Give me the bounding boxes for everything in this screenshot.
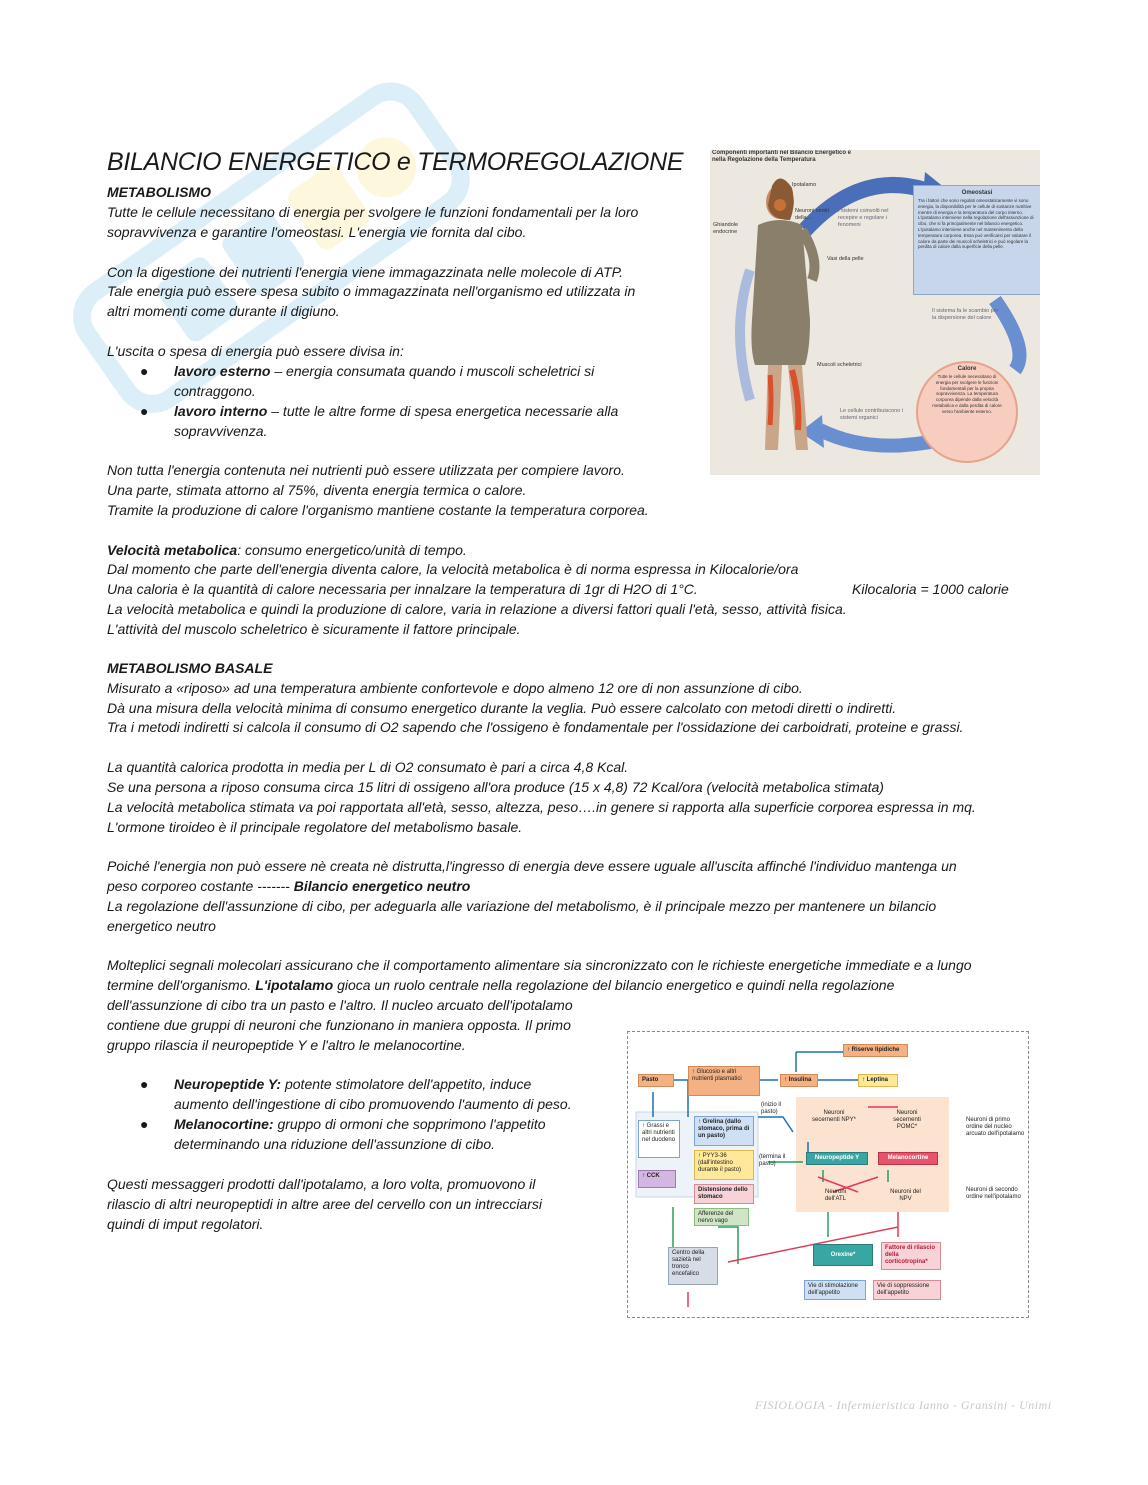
kcal-note: Kilocaloria = 1000 calorie — [852, 581, 1009, 597]
label-muscoli: Muscoli scheletrici — [817, 362, 862, 368]
node-vie-soppressione: Vie di soppressione dell'appetito — [873, 1280, 941, 1300]
bullet-text: – tutte le altre forme di spesa energetica necessarie alla — [267, 403, 619, 419]
calore-text: Tutte le cellule necessitano di energia per svolgere le funzioni fondamentali per la propria sopravvivenza. La temperatura corporea dipende dalla velocità metabolica e dalla perdita di calore verso l'ambiente esterno. — [932, 374, 1002, 414]
omeostasi-title: Omeostasi — [961, 190, 993, 196]
text-line: Questi messaggeri prodotti dall'ipotalamo, a loro volta, promuovono il — [107, 1176, 536, 1192]
section-heading-metabolismo: METABOLISMO — [107, 184, 211, 200]
page-title: BILANCIO ENERGETICO e TERMOREGOLAZIONE — [107, 148, 684, 176]
bullet-text-cont: determinando una riduzione dell'assunzione di cibo. — [174, 1136, 495, 1152]
node-glucosio: ↑ Glucosio e altri nutrienti plasmatici — [688, 1066, 760, 1096]
bullet-term: Melanocortine: — [174, 1116, 274, 1132]
note-termina: (termina il pasto) — [759, 1154, 786, 1167]
calore-title: Calore — [957, 366, 977, 372]
node-pyy: ↑ PYY3-36 (dall'intestino durante il pasto) — [694, 1150, 754, 1180]
label-ipotalamo: Ipotalamo — [792, 182, 817, 188]
bullet-dot: ● — [140, 1116, 149, 1132]
bullet-text: potente stimolatore dell'appetito, induce — [281, 1076, 532, 1092]
omeostasi-text: Tra i fattori che sono regolati omeostaticamente vi sono energia, la disponibilità per le cellule di sostanze nutritive mentre di energia e la temperatura del corpo interno. L'ipotalamo interviene nella regolazione dell'assunzione di cibo, che si fa principalmente nel bilancio energetico. L'ipotalamo interviene anche nel mantenimento della temperatura corporea. Essa può verificarsi per valutare il calore da parte dei muscoli scheletrici e può regolare la perdita di calore dalla superficie della pelle. — [918, 198, 1034, 250]
label-ghiandole: Ghiandole endocrine — [713, 222, 739, 235]
label-neuroni-primo-ordine: Neuroni di primo ordine del nucleo arcuato dell'ipotalamo — [966, 1117, 1025, 1137]
velocita-definition — [107, 540, 467, 560]
text-line: sopravvivenza e garantire l'omeostasi. L'energia vie fornita dal cibo. — [107, 224, 527, 240]
text-line: Se una persona a riposo consuma circa 15 litri di ossigeno all'ora produce (15 x 4,8) 72 Kcal/ora (velocità metabolica stimata) — [107, 779, 884, 795]
velocita-term: Velocità metabolica — [107, 542, 238, 558]
brain-highlight — [774, 199, 786, 211]
text-line: Con la digestione dei nutrienti l'energia viene immagazzinata nelle molecole di ATP. — [107, 264, 624, 280]
text-line: Misurato a «riposo» ad una temperatura ambiente confortevole e dopo almeno 12 ore di non assunzione di cibo. — [107, 680, 803, 696]
text-line: Dà una misura della velocità minima di consumo energetico durante la veglia. Può essere calcolato con metodi diretti o indiretti. — [107, 700, 897, 716]
text-line: L'attività del muscolo scheletrico è sicuramente il fattore principale. — [107, 621, 521, 637]
label-sistemi: I sistemi coinvolti nel recepire e regolare i fenomeni — [838, 208, 889, 228]
body-shape — [751, 220, 810, 365]
node-orexine: Orexine* — [813, 1244, 873, 1266]
node-leptina: ↑ Leptina — [858, 1074, 898, 1087]
text-line: La velocità metabolica e quindi la produzione di calore, varia in relazione a diversi fattori quali l'età, sesso, attività fisica. — [107, 601, 847, 617]
omeostasi-box — [913, 185, 1040, 295]
text-line: L'uscita o spesa di energia può essere divisa in: — [107, 343, 404, 359]
text-line — [107, 876, 470, 896]
connector — [758, 1117, 793, 1132]
bullet-dot: ● — [140, 363, 149, 379]
node-melanocortine: Melanocortine — [878, 1152, 938, 1165]
node-grassi: ↑ Grassi e altri nutrienti nel duodeno — [638, 1120, 680, 1158]
text-line: Dal momento che parte dell'energia diventa calore, la velocità metabolica è di norma espressa in Kilocalorie/ora — [107, 561, 799, 577]
label-sistema-calore: Il sistema fa le scambio per la dispersione del calore — [932, 308, 999, 321]
text-line: La velocità metabolica stimata va poi rapportata all'età, sesso, altezza, peso….in genere si rapporta alla superficie corporea espressa in mq. — [107, 799, 976, 815]
label-neuroni-secondo-ordine: Neuroni di secondo ordine nell'ipotalamo — [966, 1187, 1021, 1200]
text-line: Tramite la produzione di calore l'organismo mantiene costante la temperatura corporea. — [107, 502, 649, 518]
text-span: termine dell'organismo. — [107, 977, 256, 993]
text-line: dell'assunzione di cibo tra un pasto e l'altro. Il nucleo arcuato dell'ipotalamo — [107, 997, 573, 1013]
bullet-term: lavoro esterno — [174, 363, 271, 379]
bullet-text-cont: contraggono. — [174, 383, 256, 399]
bullet-text: – energia consumata quando i muscoli scheletrici si — [270, 363, 595, 379]
node-distensione: Distensione dello stomaco — [694, 1184, 754, 1204]
leg-left — [765, 365, 782, 450]
node-neuropeptide-y: Neuropeptide Y — [806, 1152, 868, 1165]
figure-energy-balance — [710, 150, 1040, 475]
text-line: energetico neutro — [107, 918, 216, 934]
text-line: Tra i metodi indiretti si calcola il consumo di O2 sapendo che l'ossigeno è fondamentale per l'ossidazione dei carboidrati, proteine e grassi. — [107, 719, 964, 735]
velocita-def: : consumo energetico/unità di tempo. — [237, 542, 467, 558]
text-line: gruppo rilascia il neuropeptide Y e l'altro le melanocortine. — [107, 1037, 466, 1053]
text-line: Non tutta l'energia contenuta nei nutrienti può essere utilizzata per compiere lavoro. — [107, 462, 625, 478]
text-line: La regolazione dell'assunzione di cibo, per adeguarla alle variazione del metabolismo, è il principale mezzo per mantenere un bilancio — [107, 898, 937, 914]
text-line: Una parte, stimata attorno al 75%, diventa energia termica o calore. — [107, 482, 527, 498]
muscle-highlight — [770, 375, 771, 425]
node-fattore-rilascio: Fattore di rilascio della corticotropina* — [881, 1242, 941, 1270]
bullet-text: gruppo di ormoni che sopprimono l'appetito — [273, 1116, 546, 1132]
node-cck: ↑ CCK — [638, 1170, 676, 1188]
label-vasi: Vasi della pelle — [827, 256, 864, 262]
section-heading-basale: METABOLISMO BASALE — [107, 660, 273, 676]
text-line: contiene due gruppi di neuroni che funzionano in maniera opposta. Il primo — [107, 1017, 571, 1033]
watermark-logo — [40, 30, 520, 490]
node-neuroni-pomc: Neuroni secernenti POMC* — [893, 1110, 921, 1130]
node-neuroni-npy: Neuroni secernenti NPY* — [811, 1110, 857, 1123]
bullet-term: Neuropeptide Y: — [174, 1076, 282, 1092]
bullet-item — [174, 1074, 531, 1094]
figure-appetite-regulation — [627, 1031, 1029, 1318]
node-grelina: ↑ Grelina (dallo stomaco, prima di un pasto) — [694, 1116, 754, 1146]
node-riserve-lipidiche: ↑ Riserve lipidiche — [843, 1044, 908, 1057]
text-line: quindi di imput regolatori. — [107, 1216, 264, 1232]
node-pasto: Pasto — [638, 1074, 674, 1087]
label-cellule: Le cellule contribuiscono i sistemi organici — [840, 408, 903, 421]
bullet-text-cont: sopravvivenza. — [174, 423, 268, 439]
bullet-term: lavoro interno — [174, 403, 268, 419]
label-neuroni: Neuroni centri della... — [795, 208, 830, 221]
bullet-dot: ● — [140, 403, 149, 419]
bullet-item — [174, 361, 594, 381]
text-line: Molteplici segnali molecolari assicurano che il comportamento alimentare sia sincronizzato con le richieste energetiche immediate e a lungo — [107, 957, 972, 973]
figure1-title: Componenti importanti nel Bilancio Energetico e nella Regolazione della Temperatura — [712, 150, 852, 163]
text-span: gioca un ruolo centrale nella regolazione del bilancio energetico e quindi nella regolazione — [333, 977, 895, 993]
node-vie-stimolazione: Vie di stimolazione dell'appetito — [804, 1280, 866, 1300]
node-afferenze: Afferenze del nervo vago — [694, 1208, 749, 1226]
text-line: altri momenti come durante il digiuno. — [107, 303, 340, 319]
bullet-text-cont: aumento dell'ingestione di cibo promuovendo l'aumento di peso. — [174, 1096, 572, 1112]
note-inizio: (inizio il pasto) — [761, 1102, 782, 1115]
text-span: peso corporeo costante ------- — [107, 878, 294, 894]
bullet-dot: ● — [140, 1076, 149, 1092]
node-neuroni-npv: Neuroni del NPV — [890, 1189, 921, 1202]
node-centro-sazieta: Centro della sazietà nel tronco encefalico — [668, 1247, 718, 1285]
node-neuroni-atl: Neuroni dell'ATL — [824, 1189, 847, 1202]
text-line: rilascio di altri neuropeptidi in altre aree del cervello con un intrecciarsi — [107, 1196, 542, 1212]
text-line: Tale energia può essere spesa subito o immagazzinata nell'organismo ed utilizzata in — [107, 283, 636, 299]
bullet-item — [174, 401, 618, 421]
bilancio-neutro-term: Bilancio energetico neutro — [293, 878, 471, 894]
cycle-arrow-left — [740, 270, 750, 400]
ipotalamo-term: L'ipotalamo — [255, 977, 334, 993]
text-line: La quantità calorica prodotta in media per L di O2 consumato è pari a circa 4,8 Kcal. — [107, 759, 629, 775]
text-line: Tutte le cellule necessitano di energia per svolgere le funzioni fondamentali per la loro — [107, 204, 639, 220]
connector — [718, 1227, 738, 1264]
text-line: L'ormone tiroideo è il principale regolatore del metabolismo basale. — [107, 819, 523, 835]
page-footer: FISIOLOGIA - Infermieristica Ianno - Gransini - Unimi — [755, 1398, 1052, 1412]
text-line — [107, 975, 894, 995]
text-line: Una caloria è la quantità di calore necessaria per innalzare la temperatura di 1gr di H2O di 1°C. — [107, 581, 698, 597]
bullet-item — [174, 1114, 546, 1134]
node-insulina: ↑ Insulina — [780, 1074, 818, 1087]
text-line: Poiché l'energia non può essere nè creata nè distrutta,l'ingresso di energia deve essere uguale all'uscita affinché l'individuo mantenga un — [107, 858, 957, 874]
